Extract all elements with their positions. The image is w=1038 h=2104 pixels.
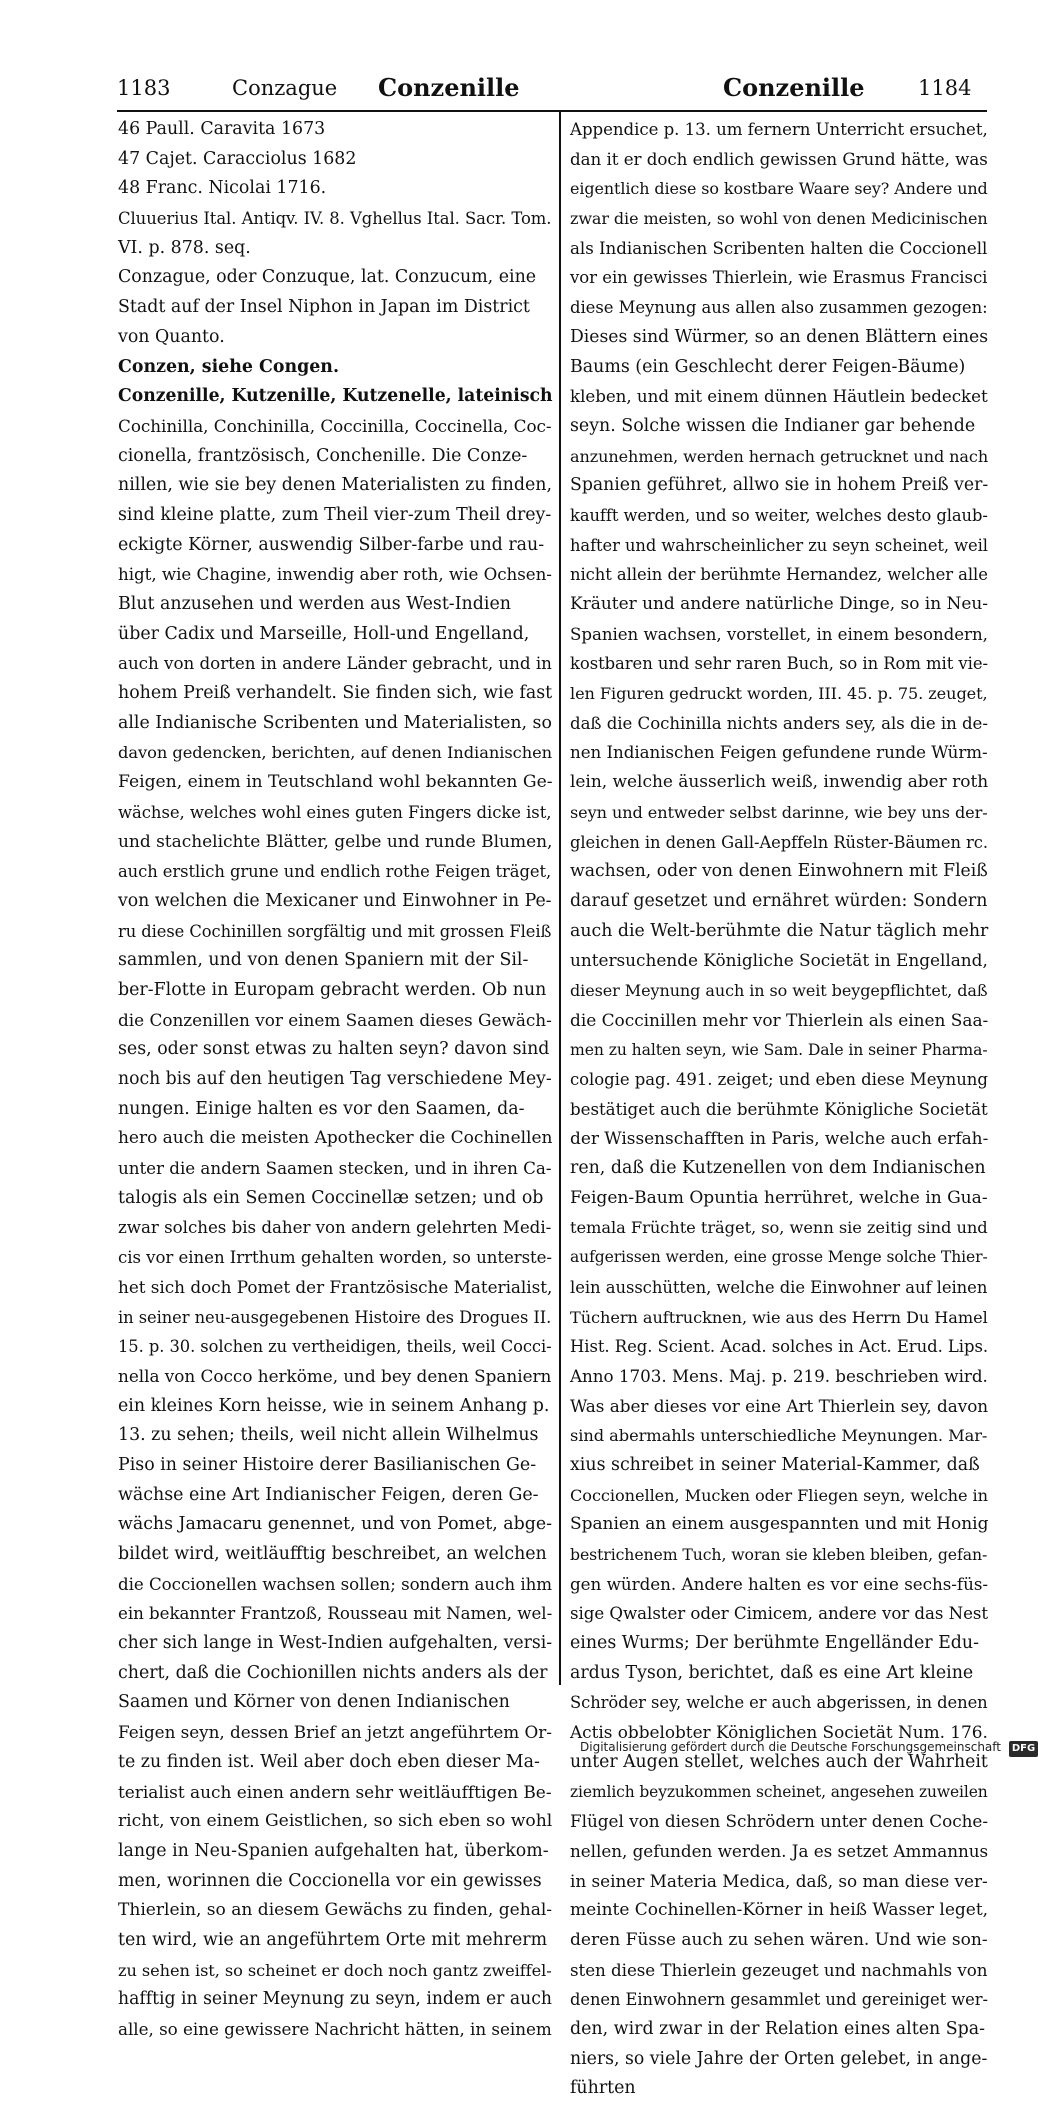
text-line: den, wird zwar in der Relation eines alten Spa- (570, 2019, 986, 2039)
running-headword-right: Conzenille (723, 73, 865, 102)
text-line: ten wird, wie an angeführtem Orte mit mehrerm (118, 1929, 548, 1950)
text-line: bildet wird, weitläufftig beschreibet, an welchen (118, 1544, 547, 1564)
text-line: Schröder sey, welche er auch abgerissen, in denen (570, 1693, 988, 1713)
text-line: von Quanto. (118, 326, 225, 347)
text-line: eines Wurms; Der berühmte Engelländer Edu- (570, 1633, 979, 1654)
text-line: sige Qwalster oder Cimicem, andere vor das Nest (570, 1604, 989, 1624)
text-line: von welchen die Mexicaner und Einwohner in Pe- (118, 890, 552, 911)
text-line: dan it er doch endlich gewissen Grund hätte, was (570, 149, 988, 169)
text-line: die Conzenillen vor einem Saamen dieses Gewäch- (118, 1009, 552, 1030)
text-line: Feigen-Baum Opuntia herrühret, welche in Gua- (570, 1187, 988, 1208)
text-column-left (118, 115, 552, 2045)
text-line: unter Augen stellet, welches auch der Wahrheit (570, 1751, 988, 1772)
text-line: nungen. Einige halten es vor den Saamen, da- (118, 1098, 525, 1119)
text-line: Blut anzusehen und werden aus West-Indien (118, 594, 511, 614)
text-line: alle Indianische Scribenten und Materialisten, so (118, 712, 552, 733)
text-line: len Figuren gedruckt worden, III. 45. p. 75. zeuget, (570, 684, 988, 704)
text-line: VI. p. 878. seq. (118, 237, 251, 258)
text-line: denen Einwohnern gesammlet und gereiniget wer- (570, 1990, 988, 2010)
text-line: wächs Jamacaru genennet, und von Pomet, abge- (118, 1514, 552, 1535)
text-line: Spanien geführet, allwo sie in hohem Preiß ver- (570, 475, 989, 496)
text-line: higt, wie Chagine, inwendig aber roth, wie Ochsen- (118, 564, 552, 585)
text-line: lange in Neu-Spanien aufgehalten hat, überkom- (118, 1840, 549, 1861)
catchword-left: Conzague (232, 76, 338, 100)
text-line: Cochinilla, Conchinilla, Coccinilla, Coccinella, Coc- (118, 415, 552, 436)
text-line: hero auch die meisten Apothecker die Cochinellen (118, 1128, 553, 1149)
text-line: cis vor einen Irrthum gehalten worden, so unterste- (118, 1248, 552, 1268)
text-line: sind abermahls unterschiedliche Meynungen. Mar- (570, 1426, 988, 1446)
text-line: gleichen in denen Gall-Aepffeln Rüster-Bäumen rc. (570, 832, 988, 852)
text-line: der Wissenschafften in Paris, welche auch erfah- (570, 1128, 989, 1149)
text-line: Stadt auf der Insel Niphon in Japan im District (118, 297, 530, 318)
text-line: Conzenille, Kutzenille, Kutzenelle, lateinisch (118, 386, 553, 407)
text-line: in seiner Materia Medica, daß, so man diese ver- (570, 1870, 988, 1891)
text-line: temala Früchte träget, so, wenn sie zeitig sind und (570, 1218, 988, 1238)
text-line: Actis obbelobter Königlichen Societät Num. 176. (570, 1722, 988, 1743)
text-line: wächse eine Art Indianischer Feigen, deren Ge- (118, 1484, 539, 1505)
text-line: richt, von einem Geistlichen, so sich eben so wohl (118, 1811, 553, 1832)
text-line: hafter und wahrscheinlicher zu seyn scheinet, weil (570, 535, 988, 555)
text-line: Coccionellen, Mucken oder Fliegen seyn, welche in (570, 1485, 988, 1505)
text-line: ber-Flotte in Europam gebracht werden. Ob nun (118, 979, 547, 1000)
text-line: Tüchern auftrucknen, wie aus des Herrn Du Hamel (570, 1307, 988, 1327)
text-line: über Cadix und Marseille, Holl-und Engelland, (118, 623, 530, 644)
text-line: ardus Tyson, berichtet, daß es eine Art kleine (570, 1662, 974, 1683)
text-line: Conzague, oder Conzuque, lat. Conzucum, eine (118, 267, 537, 288)
text-line: seyn und entweder selbst darinne, wie bey uns der- (570, 802, 988, 822)
header-rule (117, 110, 987, 112)
text-line: zu sehen ist, so scheinet er doch noch gantz zweiffel- (118, 1960, 552, 1980)
text-line: Spanien an einem ausgespannten und mit Honig (570, 1514, 989, 1535)
text-line: vor ein gewisses Thierlein, wie Erasmus Francisci (570, 268, 988, 288)
text-line: hafftig in seiner Meynung zu seyn, indem er auch (118, 1989, 552, 2010)
footer-text: Digitalisierung gefördert durch die Deutsche Forschungsgemeinschaft (580, 1740, 1002, 1754)
text-line: 46 Paull. Caravita 1673 (118, 119, 326, 139)
text-line: als Indianischen Scribenten halten die Coccionell (570, 237, 988, 258)
text-line: die Coccinillen mehr vor Thierlein als einen Saa- (570, 1009, 989, 1030)
text-line: die Coccionellen wachsen sollen; sondern auch ihm (118, 1574, 553, 1594)
text-line: terialist auch einen andern sehr weitläufftigen Be- (118, 1781, 552, 1802)
digitization-footer (580, 1739, 1036, 1757)
text-line: 48 Franc. Nicolai 1716. (118, 178, 327, 199)
text-line: ein kleines Korn heisse, wie in seinem Anhang p. (118, 1395, 550, 1416)
text-line: sten diese Thierlein gezeuget und nachmahls von (570, 1959, 988, 1980)
text-line: 47 Cajet. Caracciolus 1682 (118, 148, 357, 169)
text-line: men zu halten seyn, wie Sam. Dale in seiner Pharma- (570, 1040, 988, 1060)
text-line: het sich doch Pomet der Frantzösische Materialist, (118, 1276, 553, 1297)
running-headword-left: Conzenille (378, 73, 520, 102)
text-line: bestätiget auch die berühmte Königliche Societät (570, 1098, 988, 1119)
text-line: zwar solches bis daher von andern gelehrten Medi- (118, 1217, 552, 1238)
text-line: nillen, wie sie bey denen Materialisten zu finden, (118, 475, 553, 496)
text-line: unter die andern Saamen stecken, und in ihren Ca- (118, 1158, 552, 1179)
text-line: anzunehmen, werden hernach getrucknet und nach (570, 446, 989, 466)
text-line: te zu finden ist. Weil aber doch eben dieser Ma- (118, 1751, 540, 1772)
column-number-right: 1184 (918, 76, 972, 100)
text-line: seyn. Solche wissen die Indianer gar behende (570, 415, 976, 436)
text-line: cher sich lange in West-Indien aufgehalten, versi- (118, 1633, 553, 1654)
text-line: cionella, frantzösisch, Conchenille. Die Conze- (118, 445, 528, 466)
text-line: Anno 1703. Mens. Maj. p. 219. beschrieben wird. (570, 1365, 988, 1386)
text-column-right (570, 115, 988, 2104)
text-line: zwar die meisten, so wohl von denen Medicinischen (570, 209, 988, 229)
text-line: daß die Cochinilla nichts anders sey, als die in de- (570, 713, 988, 733)
column-divider (559, 110, 561, 1685)
text-line: nellen, gefunden werden. Ja es setzet Ammannus (570, 1840, 989, 1861)
text-line: meinte Cochinellen-Körner in heiß Wasser leget, (570, 1900, 989, 1921)
text-line: Conzen, siehe Congen. (118, 356, 340, 377)
text-line: davon gedencken, berichten, auf denen Indianischen (118, 743, 553, 763)
text-line: untersuchende Königliche Societät in Engelland, (570, 950, 988, 971)
text-line: hohem Preiß verhandelt. Sie finden sich, wie fast (118, 683, 553, 704)
text-line: darauf gesetzet und ernähret würden: Sondern (570, 890, 988, 911)
text-line: Feigen seyn, dessen Brief an jetzt angeführtem Or- (118, 1722, 552, 1743)
text-line: Feigen, einem in Teutschland wohl bekannten Ge- (118, 772, 553, 793)
text-line: cologie pag. 491. zeiget; und eben diese Meynung (570, 1070, 988, 1089)
text-line: ses, oder sonst etwas zu halten seyn? davon sind (118, 1039, 550, 1060)
text-line: wachsen, oder von denen Einwohnern mit Fleiß (570, 861, 988, 882)
text-line: men, worinnen die Coccionella vor ein gewisses (118, 1870, 542, 1891)
text-line: 15. p. 30. solchen zu vertheidigen, theils, weil Cocci- (118, 1337, 552, 1357)
text-line: auch von dorten in andere Länder gebracht, und in (118, 653, 552, 674)
text-line: Flügel von diesen Schrödern unter denen Coche- (570, 1811, 988, 1832)
text-line: kostbaren und sehr raren Buch, so in Rom mit vie- (570, 654, 988, 674)
text-line: niers, so viele Jahre der Orten gelebet, in ange- (570, 2048, 988, 2069)
text-line: eckigte Körner, auswendig Silber-farbe und rau- (118, 534, 545, 555)
text-line: xius schreibet in seiner Material-Kammer, daß (570, 1454, 980, 1475)
text-line: nen Indianischen Feigen gefundene runde Würm- (570, 743, 988, 763)
text-line: nicht allein der berühmte Hernandez, welcher alle (570, 565, 988, 585)
text-line: wächse, welches wohl eines guten Fingers dicke ist, (118, 802, 552, 822)
text-line: noch bis auf den heutigen Tag verschiedene Mey- (118, 1069, 552, 1089)
text-line: Hist. Reg. Scient. Acad. solches in Act. Erud. Lips. (570, 1337, 989, 1357)
text-line: ein bekannter Frantzoß, Rousseau mit Namen, wel- (118, 1604, 553, 1624)
text-line: und stachelichte Blätter, gelbe und runde Blumen, (118, 831, 553, 852)
text-line: Saamen und Körner von denen Indianischen (118, 1692, 510, 1713)
text-line: 13. zu sehen; theils, weil nicht allein Wilhelmus (118, 1425, 539, 1446)
text-line: ru diese Cochinillen sorgfältig und mit grossen Fleiß (118, 921, 552, 941)
text-line: führten (570, 2078, 636, 2099)
text-line: in seiner neu-ausgegebenen Histoire des Drogues II. (118, 1307, 552, 1327)
text-line: Cluuerius Ital. Antiqv. IV. 8. Vghellus Ital. Sacr. Tom. (118, 209, 552, 229)
text-line: sind kleine platte, zum Theil vier-zum Theil drey- (118, 504, 552, 525)
column-number-left: 1183 (117, 76, 171, 100)
text-line: Spanien wachsen, vorstellet, in einem besondern, (570, 624, 988, 644)
text-line: Was aber dieses vor eine Art Thierlein sey, davon (570, 1395, 989, 1416)
text-line: dieser Meynung auch in so weit beygepflichtet, daß (570, 980, 988, 1000)
text-line: Appendice p. 13. um fernern Unterricht ersuchet, (570, 120, 988, 139)
text-line: diese Meynung aus allen also zusammen gezogen: (570, 298, 988, 318)
text-line: auch die Welt-berühmte die Natur täglich mehr (570, 920, 989, 941)
text-line: eigentlich diese so kostbare Waare sey? Andere und (570, 179, 988, 199)
text-line: chert, daß die Cochionillen nichts anders als der (118, 1662, 548, 1683)
text-line: ren, daß die Kutzenellen von dem Indianischen (570, 1158, 986, 1179)
text-line: Dieses sind Würmer, so an denen Blättern eines (570, 326, 989, 347)
text-line: Kräuter und andere natürliche Dinge, so in Neu- (570, 594, 989, 614)
text-line: alle, so eine gewissere Nachricht hätten, in seinem (118, 2019, 552, 2039)
dfg-logo: DFG (1009, 1741, 1038, 1757)
text-line: Baums (ein Geschlecht derer Feigen-Bäume) (570, 356, 966, 377)
text-line: auch erstlich grune und endlich rothe Feigen träget, (118, 862, 552, 882)
text-line: nella von Cocco herköme, und bey denen Spaniern (118, 1365, 552, 1386)
text-line: bestrichenem Tuch, woran sie kleben bleiben, gefan- (570, 1545, 988, 1564)
text-line: ziemlich beyzukommen scheinet, angesehen zuweilen (570, 1782, 988, 1801)
text-line: gen würden. Andere halten es vor eine sechs-füs- (570, 1573, 988, 1594)
text-line: deren Füsse auch zu sehen wären. Und wie son- (570, 1929, 988, 1950)
text-line: sammlen, und von denen Spaniern mit der Sil- (118, 950, 529, 971)
text-line: Piso in seiner Histoire derer Basilianischen Ge- (118, 1454, 537, 1475)
text-line: talogis als ein Semen Coccinellæ setzen; und ob (118, 1187, 544, 1208)
text-line: lein, welche äusserlich weiß, inwendig aber roth (570, 772, 989, 793)
text-line: lein ausschütten, welche die Einwohner auf leinen (570, 1277, 988, 1297)
text-line: Thierlein, so an diesem Gewächs zu finden, gehal- (118, 1900, 553, 1921)
text-line: kleben, und mit einem dünnen Häutlein bedecket (570, 386, 988, 407)
text-line: kaufft werden, und so weiter, welches desto glaub- (570, 505, 988, 525)
text-line: aufgerissen werden, eine grosse Menge solche Thier- (570, 1248, 988, 1267)
